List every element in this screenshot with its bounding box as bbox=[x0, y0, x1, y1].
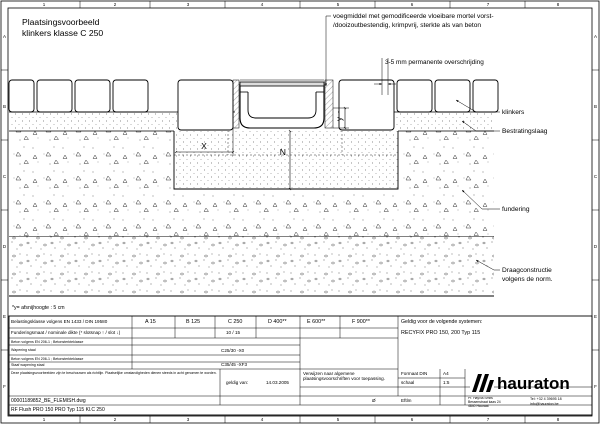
row5-label: Beton volgens EN 206-1 ; Betonsterkteklasse bbox=[11, 357, 84, 361]
company-address: Pr. Hayvla Smits Bessenstraat kaas 24 4840 Hauraat bbox=[468, 397, 501, 408]
col-label: 4 bbox=[260, 2, 264, 7]
dimension-x-label: X bbox=[201, 141, 207, 151]
hauraton-logo-icon bbox=[470, 372, 494, 394]
paver bbox=[397, 80, 432, 112]
mortar-joint-right bbox=[325, 80, 333, 128]
concrete-surround bbox=[174, 126, 398, 189]
row-label: A bbox=[2, 34, 7, 39]
paver bbox=[178, 80, 233, 130]
phi-symbol: Ø bbox=[372, 398, 376, 403]
col-label: 1 bbox=[42, 417, 46, 422]
scale-label: schaal bbox=[401, 380, 415, 385]
paver bbox=[473, 80, 498, 112]
unit: Eftlm bbox=[401, 398, 412, 403]
row-label: F bbox=[3, 384, 6, 389]
mortar-callout-line1: voegmiddel met gemodificeerde vloeibare mortel vorst- bbox=[333, 13, 494, 20]
dimension-y-label: y bbox=[335, 117, 344, 121]
drawing-subtitle: klinkers klasse C 250 bbox=[22, 28, 104, 38]
system-name: RECYFIX PRO 150, 200 Typ 115 bbox=[401, 330, 481, 336]
paver bbox=[9, 80, 34, 112]
scale-value: 1:5 bbox=[443, 380, 450, 385]
subbase-callout-line1: Draagconstructie bbox=[502, 267, 552, 274]
subbase-layer bbox=[9, 236, 494, 296]
company-email: info@hauraton.be bbox=[530, 402, 559, 406]
col-label: 8 bbox=[556, 2, 560, 7]
row2-label: Funderingsmaat / nominale dikte (* slotsnap ↑ / slot ↓) bbox=[11, 330, 121, 335]
col-label: 7 bbox=[486, 2, 490, 7]
class-b125: B 125 bbox=[186, 319, 201, 325]
row-label: D bbox=[593, 244, 598, 249]
col-label: 3 bbox=[186, 417, 190, 422]
value-c35: C35/45 -XF3 bbox=[221, 362, 248, 367]
dimension-n-label: N bbox=[279, 147, 286, 157]
pavers-callout: klinkers bbox=[502, 109, 525, 116]
mortar-joint-left bbox=[233, 80, 239, 128]
paver bbox=[37, 80, 72, 112]
see-instructions: Verwijzen naar algemene plaatsingsvoorschriften voor toepassing. bbox=[303, 371, 385, 382]
class-f900: F 900** bbox=[352, 319, 370, 325]
col-label: 7 bbox=[486, 417, 490, 422]
paver bbox=[435, 80, 470, 112]
col-label: 2 bbox=[113, 2, 117, 7]
company-phone: Tel: +32 4 39695 18 bbox=[530, 397, 562, 401]
col-label: 8 bbox=[556, 417, 560, 422]
class-e600: E 600** bbox=[307, 319, 326, 325]
col-label: 6 bbox=[410, 2, 414, 7]
row6-label: Staaf wapening staal bbox=[11, 363, 45, 367]
doc-number: 00001189852_BE_FLEMISH.dwg bbox=[11, 398, 86, 404]
footnote: *y= afsnijhoogte : 5 cm bbox=[12, 305, 65, 311]
row-label: B bbox=[2, 104, 7, 109]
format-label: Formaat DIN bbox=[401, 371, 428, 376]
row-label: E bbox=[593, 314, 598, 319]
paver bbox=[339, 80, 394, 130]
col-label: 3 bbox=[186, 2, 190, 7]
class-d400: D 400** bbox=[268, 319, 287, 325]
row-label: E bbox=[2, 314, 7, 319]
paver bbox=[113, 80, 148, 112]
disclaimer: Deze plaatsingsvoorbeelden zijn te beschouwen als richtlijn. Plaatselijke omstandigheden dienen steeds in acht genomen te worden. bbox=[11, 371, 217, 375]
col-label: 6 bbox=[410, 417, 414, 422]
drainage-channel bbox=[240, 80, 324, 128]
row-label: A bbox=[593, 34, 598, 39]
row-label: F bbox=[594, 384, 597, 389]
valid-for-label: Geldig voor de volgende systemen: bbox=[401, 319, 483, 325]
value-c25: C25/30 -X0 bbox=[221, 348, 245, 353]
col-label: 5 bbox=[336, 2, 340, 7]
mortar-callout-line2: /dooizoutbestendig, krimpvrij, sterkte als van beton bbox=[333, 22, 482, 29]
overlap-label: 3-5 mm permanente overschrijding bbox=[385, 59, 484, 66]
col-label: 1 bbox=[42, 2, 46, 7]
subbase-callout-line2: volgens de norm. bbox=[502, 276, 553, 283]
class-a15: A 15 bbox=[145, 319, 156, 325]
doc-title: RF Flush PRO 150 PRO Typ 115 Kl.C 250 bbox=[11, 407, 105, 413]
col-label: 4 bbox=[260, 417, 264, 422]
foundation-callout: fundering bbox=[502, 206, 530, 213]
class-c250: C 250 bbox=[228, 319, 243, 325]
row-label: C bbox=[2, 174, 7, 179]
row4-label: Wapening staal bbox=[11, 348, 36, 352]
row-label: C bbox=[593, 174, 598, 179]
row-label: D bbox=[2, 244, 7, 249]
bedding-callout: Bestratingslaag bbox=[502, 128, 548, 135]
valid-from-label: geldig van: bbox=[226, 380, 249, 385]
format-value: A4 bbox=[443, 371, 449, 376]
col-label: 5 bbox=[336, 417, 340, 422]
valid-from-date: 14.03.2005 bbox=[266, 380, 289, 385]
paver bbox=[75, 80, 110, 112]
col-label: 2 bbox=[113, 417, 117, 422]
company-name: hauraton bbox=[497, 374, 570, 393]
row2-value: 10 / 15 bbox=[226, 330, 241, 335]
classes-label: Belastingsklasse volgens EN 1433 / DIN 19580 bbox=[11, 319, 108, 324]
drawing-title: Plaatsingsvoorbeeld bbox=[22, 17, 100, 27]
grating bbox=[240, 82, 324, 86]
row-label: B bbox=[593, 104, 598, 109]
row3-label: Beton volgens EN 206-1 ; Betonsterkteklasse bbox=[11, 340, 84, 344]
